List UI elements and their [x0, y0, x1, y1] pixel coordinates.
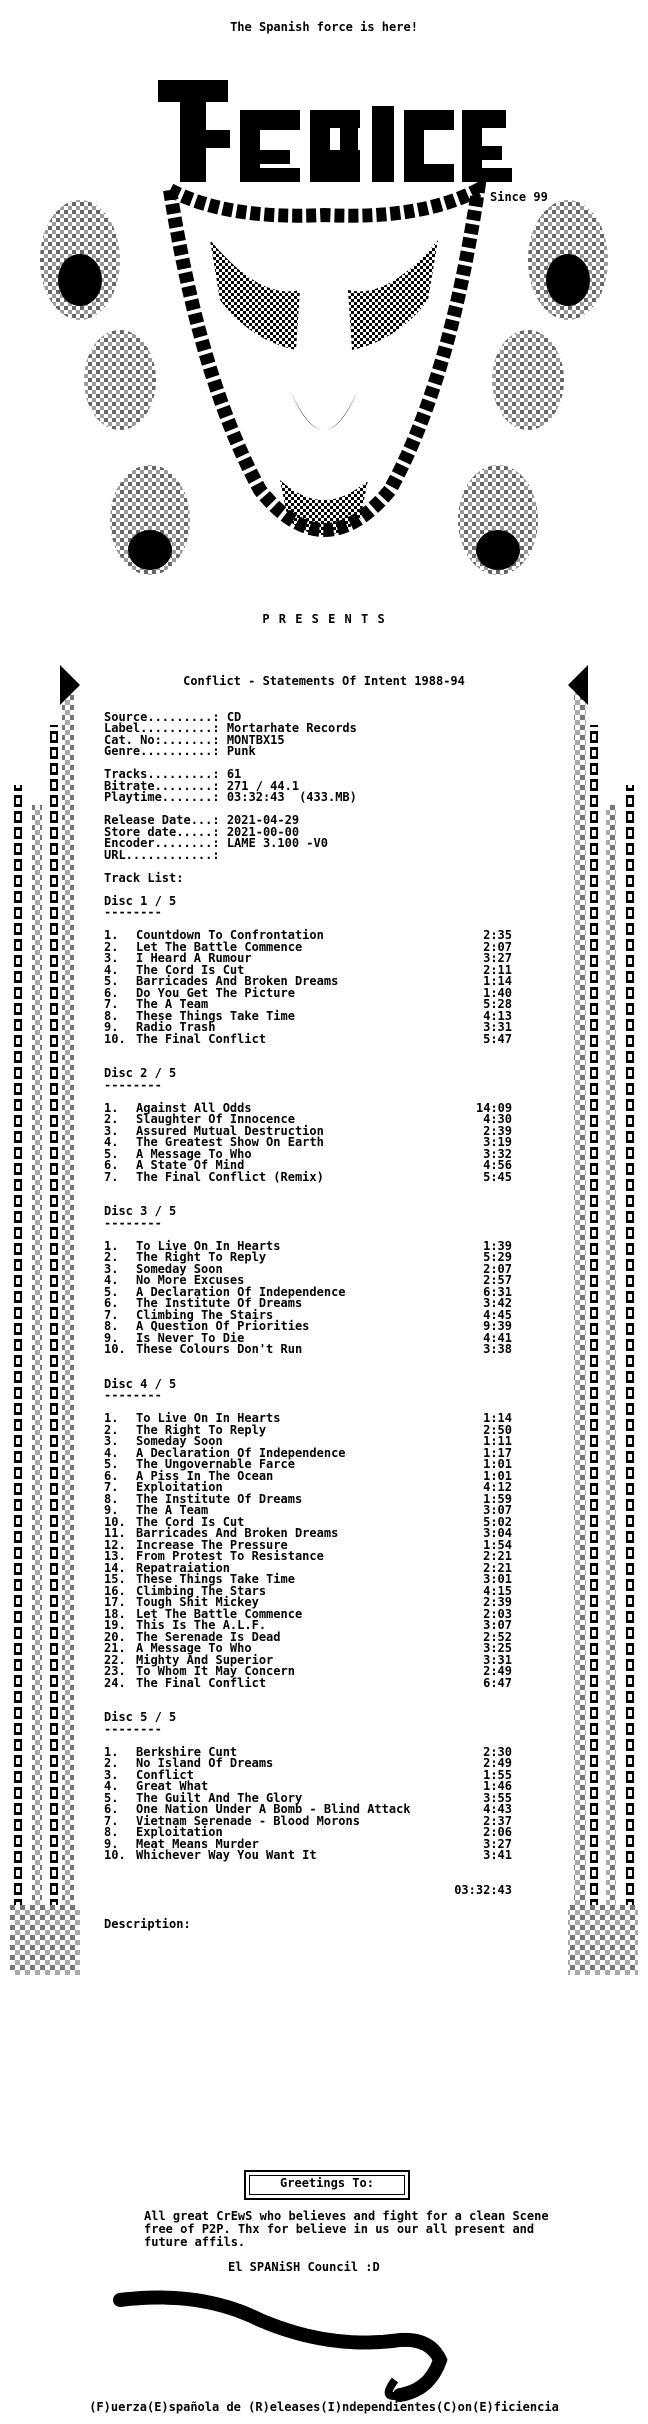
track-title: The Institute Of Dreams [136, 1491, 303, 1506]
track-title: Conflict [136, 1767, 194, 1782]
track-duration: 5:45 [483, 1169, 512, 1184]
footer-acronym: (F)uerza(E)spañola de (R)eleases(I)ndependientes(C)on(E)ficiencia [89, 2400, 559, 2414]
track-number: 3. [104, 1261, 119, 1276]
track-number: 7. [104, 1307, 119, 1322]
track-title: Exploitation [136, 1480, 223, 1494]
track-duration: 2:21 [483, 1560, 512, 1575]
track-title: A Message To Who [136, 1146, 252, 1161]
track-number: 5. [104, 1457, 119, 1471]
track-title: Great What [136, 1779, 209, 1793]
spacer [104, 1689, 512, 1701]
info-label: Release Date...: [104, 813, 227, 827]
track-duration: 6:31 [483, 1284, 512, 1299]
spacer [104, 1862, 512, 1874]
track-number: 1. [104, 1238, 119, 1253]
track-duration: 1:17 [483, 1445, 512, 1460]
track-duration: 2:50 [483, 1422, 512, 1437]
track-title: Countdown To Confrontation [136, 928, 324, 942]
track-title: Is Never To Die [136, 1330, 245, 1345]
track-number: 21. [104, 1641, 126, 1655]
track-duration: 3:31 [483, 1020, 512, 1034]
track-duration: 3:42 [483, 1296, 512, 1310]
track-number: 6. [104, 1468, 119, 1483]
track-number: 9. [104, 1020, 119, 1034]
track-row [104, 1031, 512, 1046]
track-duration: 4:12 [483, 1480, 512, 1494]
description-label: Description: [104, 1917, 191, 1931]
track-title: These Colours Don't Run [136, 1342, 303, 1356]
track-number: 15. [104, 1572, 126, 1586]
track-title: The Right To Reply [136, 1250, 267, 1264]
track-duration: 1:46 [483, 1779, 512, 1793]
info-value: CD [226, 709, 242, 724]
track-title: Assured Mutual Destruction [136, 1123, 324, 1138]
track-duration: 2:11 [483, 962, 512, 977]
track-number: 6. [104, 985, 119, 1000]
info-value: 61 [226, 767, 242, 781]
track-duration: 3:41 [483, 1848, 512, 1862]
track-duration: 3:07 [483, 1618, 512, 1632]
track-number: 2. [104, 1422, 119, 1437]
spacer [104, 1896, 512, 1908]
track-duration: 3:38 [483, 1342, 512, 1356]
track-number: 10. [104, 1031, 126, 1046]
info-value: 271 / 44.1 [226, 778, 300, 793]
info-row [104, 792, 512, 804]
track-duration: 1:14 [483, 1411, 512, 1425]
track-number: 2. [104, 1112, 119, 1126]
track-number: 9. [104, 1503, 119, 1517]
track-number: 16. [104, 1583, 126, 1598]
track-number: 13. [104, 1549, 126, 1563]
greetings-text: All great CrEwS who believes and fight for a clean Scene free of P2P. Thx for believe in us our all present and future affils. [144, 2209, 549, 2249]
track-number: 22. [104, 1652, 126, 1667]
spacer [104, 1873, 512, 1885]
track-duration: 4:13 [483, 1008, 512, 1023]
track-number: 9. [104, 1330, 119, 1345]
track-duration: 1:01 [483, 1457, 512, 1471]
info-row [104, 847, 512, 862]
disc-title: Disc 3 / 5 [104, 1204, 177, 1218]
disc-underline: -------- [104, 905, 162, 919]
track-title: The Serenade Is Dead [136, 1629, 281, 1644]
track-title: Mighty And Superior [136, 1652, 274, 1667]
track-duration: 2:35 [483, 928, 512, 942]
info-label: URL............: [104, 847, 227, 862]
track-number: 3. [104, 1434, 119, 1448]
track-number: 3. [104, 951, 119, 965]
track-title: A Piss In The Ocean [136, 1468, 274, 1483]
tracklist-label: Track List: [104, 870, 184, 885]
track-title: The Cord Is Cut [136, 962, 245, 977]
track-title: From Protest To Resistance [136, 1549, 324, 1563]
info-label: Store date.....: [104, 824, 227, 839]
track-title: Exploitation [136, 1825, 223, 1839]
release-body [104, 700, 512, 1931]
track-duration: 3:25 [483, 1641, 512, 1655]
track-duration: 1:01 [483, 1468, 512, 1483]
track-title: Someday Soon [136, 1261, 223, 1276]
track-title: The Guilt And The Glory [136, 1790, 303, 1805]
tagline: The Spanish force is here! [230, 20, 418, 34]
track-title: Tough Shit Mickey [136, 1595, 259, 1609]
track-duration: 2:49 [483, 1664, 512, 1678]
track-title: To Live On In Hearts [136, 1238, 281, 1253]
track-title: The Final Conflict [136, 1675, 267, 1690]
track-duration: 1:54 [483, 1537, 512, 1552]
info-value: Punk [226, 744, 256, 758]
track-duration: 4:56 [483, 1158, 512, 1172]
info-label: Source.........: [104, 709, 227, 724]
info-label: Playtime.......: [104, 790, 227, 804]
track-title: The A Team [136, 997, 209, 1011]
disc-underline: -------- [104, 1215, 162, 1230]
spacer [104, 1356, 512, 1368]
track-duration: 3:27 [483, 1836, 512, 1851]
track-title: No Island Of Dreams [136, 1756, 274, 1770]
greetings-label: Greetings To: [280, 2176, 374, 2190]
track-title: Increase The Pressure [136, 1537, 288, 1552]
track-title: These Things Take Time [136, 1008, 295, 1023]
track-title: The Final Conflict (Remix) [136, 1169, 324, 1184]
track-duration: 2:57 [483, 1273, 512, 1287]
track-duration: 3:32 [483, 1146, 512, 1161]
track-number: 7. [104, 1813, 119, 1828]
track-duration: 4:15 [483, 1583, 512, 1598]
track-number: 2. [104, 1250, 119, 1264]
track-title: Climbing The Stars [136, 1583, 267, 1598]
track-number: 4. [104, 1273, 119, 1287]
track-duration: 1:59 [483, 1491, 512, 1506]
track-duration: 1:55 [483, 1767, 512, 1782]
track-number: 4. [104, 1779, 119, 1793]
track-title: Repatraiation [136, 1560, 230, 1575]
track-number: 3. [104, 1123, 119, 1138]
track-number: 8. [104, 1319, 119, 1333]
track-title: Whichever Way You Want It [136, 1848, 317, 1862]
track-row [104, 1169, 512, 1184]
track-number: 6. [104, 1296, 119, 1310]
track-title: Against All Odds [136, 1100, 252, 1115]
track-number: 8. [104, 1008, 119, 1023]
track-duration: 2:21 [483, 1549, 512, 1563]
info-row [104, 746, 512, 758]
track-duration: 2:03 [483, 1606, 512, 1621]
track-number: 5. [104, 1146, 119, 1161]
track-row [104, 1850, 512, 1862]
track-title: Do You Get The Picture [136, 985, 295, 1000]
info-value: 2021-04-29 [226, 813, 300, 827]
track-title: To Whom It May Concern [136, 1664, 295, 1678]
track-duration: 1:40 [483, 985, 512, 1000]
disc-underline: -------- [104, 1388, 162, 1402]
council-signature: El SPANiSH Council :D [228, 2260, 380, 2274]
track-duration: 3:01 [483, 1572, 512, 1586]
track-title: To Live On In Hearts [136, 1411, 281, 1425]
track-title: A Message To Who [136, 1641, 252, 1655]
release-title: Conflict - Statements Of Intent 1988-94 [183, 674, 465, 688]
total-playtime: 03:32:43 [454, 1882, 512, 1897]
track-duration: 5:28 [483, 997, 512, 1011]
track-title: The A Team [136, 1503, 209, 1517]
track-title: This Is The A.L.F. [136, 1618, 267, 1632]
track-duration: 4:45 [483, 1307, 512, 1322]
track-duration: 3:31 [483, 1652, 512, 1667]
track-number: 6. [104, 1158, 119, 1172]
track-number: 23. [104, 1664, 126, 1678]
track-number: 2. [104, 939, 119, 954]
track-duration: 2:06 [483, 1825, 512, 1839]
track-duration: 2:39 [483, 1595, 512, 1609]
track-number: 10. [104, 1848, 126, 1862]
track-title: I Heard A Rumour [136, 951, 252, 965]
track-duration: 1:39 [483, 1238, 512, 1253]
track-title: Climbing The Stairs [136, 1307, 274, 1322]
track-number: 1. [104, 1744, 119, 1759]
info-value: Mortarhate Records [226, 721, 357, 735]
track-number: 5. [104, 1284, 119, 1299]
track-title: The Right To Reply [136, 1422, 267, 1437]
track-number: 12. [104, 1537, 126, 1552]
track-number: 5. [104, 1790, 119, 1805]
disc-underline: -------- [104, 1077, 162, 1092]
track-title: A Declaration Of Independence [136, 1284, 346, 1299]
info-label: Cat. No:.......: [104, 732, 227, 747]
track-number: 5. [104, 974, 119, 988]
track-title: The Cord Is Cut [136, 1514, 245, 1529]
track-number: 14. [104, 1560, 126, 1575]
track-number: 18. [104, 1606, 126, 1621]
track-duration: 5:02 [483, 1514, 512, 1529]
track-duration: 2:30 [483, 1744, 512, 1759]
track-title: A Declaration Of Independence [136, 1445, 346, 1460]
track-title: Let The Battle Commence [136, 1606, 303, 1621]
track-title: A Question Of Priorities [136, 1319, 310, 1333]
track-title: These Things Take Time [136, 1572, 295, 1586]
track-duration: 6:47 [483, 1675, 512, 1690]
track-duration: 2:37 [483, 1813, 512, 1828]
track-title: Berkshire Cunt [136, 1744, 238, 1759]
track-title: The Greatest Show On Earth [136, 1135, 324, 1149]
info-value: 2021-00-00 [226, 824, 300, 839]
disc-title: Disc 2 / 5 [104, 1066, 177, 1080]
info-label: Encoder........: [104, 836, 227, 850]
track-row [104, 1344, 512, 1356]
track-title: One Nation Under A Bomb - Blind Attack [136, 1802, 411, 1816]
track-title: Barricades And Broken Dreams [136, 974, 339, 988]
track-title: No More Excuses [136, 1273, 245, 1287]
track-duration: 5:29 [483, 1250, 512, 1264]
disc-underline: -------- [104, 1721, 162, 1736]
track-number: 2. [104, 1756, 119, 1770]
track-number: 17. [104, 1595, 126, 1609]
track-duration: 1:14 [483, 974, 512, 988]
track-duration: 3:04 [483, 1526, 512, 1540]
track-number: 4. [104, 962, 119, 977]
track-duration: 1:11 [483, 1434, 512, 1448]
disc-title: Disc 1 / 5 [104, 893, 177, 908]
track-title: Vietnam Serenade - Blood Morons [136, 1813, 360, 1828]
track-title: Meat Means Murder [136, 1836, 259, 1851]
track-duration: 2:07 [483, 939, 512, 954]
track-duration: 2:39 [483, 1123, 512, 1138]
track-number: 24. [104, 1675, 126, 1690]
track-duration: 2:52 [483, 1629, 512, 1644]
track-number: 10. [104, 1342, 126, 1356]
track-title: Slaughter Of Innocence [136, 1112, 295, 1126]
track-duration: 9:39 [483, 1319, 512, 1333]
tail-ornament [0, 2280, 648, 2420]
info-label: Tracks.........: [104, 767, 227, 781]
track-title: Someday Soon [136, 1434, 223, 1448]
track-title: The Final Conflict [136, 1031, 267, 1046]
track-duration: 4:41 [483, 1330, 512, 1345]
info-label: Label..........: [104, 721, 227, 735]
track-number: 7. [104, 997, 119, 1011]
track-title: The Institute Of Dreams [136, 1296, 303, 1310]
track-duration: 3:27 [483, 951, 512, 965]
presents-label: P R E S E N T S [262, 612, 386, 626]
since-label: Since 99 [490, 190, 548, 204]
track-duration: 14:09 [476, 1100, 513, 1115]
track-title: A State Of Mind [136, 1158, 245, 1172]
track-number: 19. [104, 1618, 126, 1632]
track-number: 8. [104, 1491, 119, 1506]
track-duration: 4:30 [483, 1112, 512, 1126]
track-number: 6. [104, 1802, 119, 1816]
info-value: 03:32:43 (433.MB) [226, 790, 357, 804]
ferice-ascii-logo [0, 50, 648, 610]
spacer [104, 1183, 512, 1195]
track-number: 7. [104, 1480, 119, 1494]
info-label: Genre..........: [104, 744, 227, 758]
track-duration: 3:55 [483, 1790, 512, 1805]
track-number: 3. [104, 1767, 119, 1782]
track-number: 8. [104, 1825, 119, 1839]
track-duration: 5:47 [483, 1031, 512, 1046]
track-duration: 4:43 [483, 1802, 512, 1816]
track-number: 4. [104, 1135, 119, 1149]
track-number: 4. [104, 1445, 119, 1460]
track-title: Barricades And Broken Dreams [136, 1526, 339, 1540]
track-duration: 3:19 [483, 1135, 512, 1149]
track-number: 7. [104, 1169, 119, 1184]
track-number: 10. [104, 1514, 126, 1529]
track-title: The Ungovernable Farce [136, 1457, 295, 1471]
track-number: 1. [104, 928, 119, 942]
track-duration: 2:07 [483, 1261, 512, 1276]
info-value: MONTBX15 [226, 732, 285, 747]
spacer [104, 1045, 512, 1057]
info-value: LAME 3.100 -V0 [226, 836, 328, 850]
track-duration: 2:49 [483, 1756, 512, 1770]
track-number: 1. [104, 1100, 119, 1115]
track-title: Let The Battle Commence [136, 939, 303, 954]
track-number: 20. [104, 1629, 126, 1644]
track-number: 1. [104, 1411, 119, 1425]
track-number: 11. [104, 1526, 126, 1540]
info-label: Bitrate........: [104, 778, 227, 793]
disc-title: Disc 4 / 5 [104, 1376, 177, 1391]
disc-title: Disc 5 / 5 [104, 1710, 177, 1724]
track-row [104, 1675, 512, 1690]
track-title: Radio Trash [136, 1020, 216, 1034]
track-duration: 3:07 [483, 1503, 512, 1517]
track-number: 9. [104, 1836, 119, 1851]
